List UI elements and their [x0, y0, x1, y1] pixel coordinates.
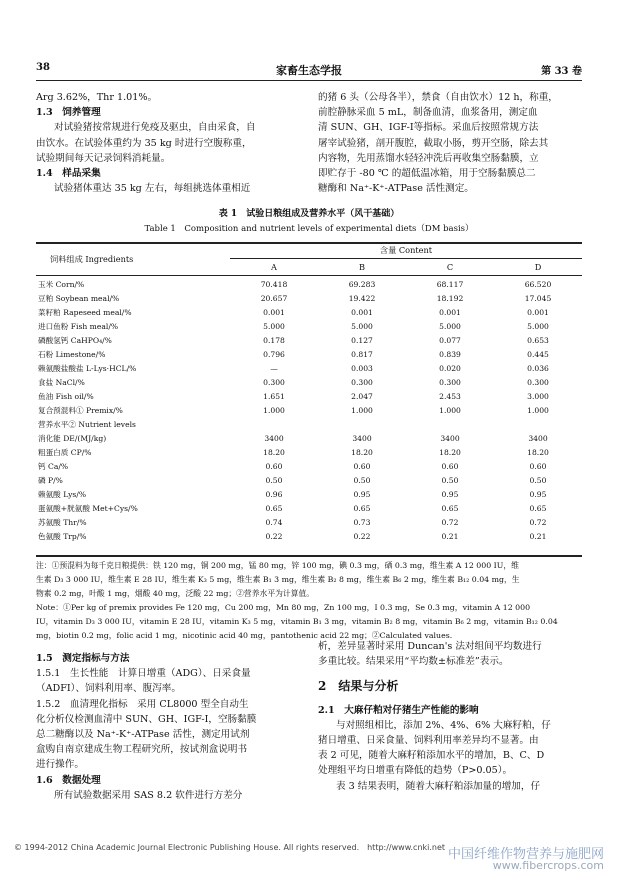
paragraph-line: 化分析仪检测血清中 SUN、GH、IGF-Ⅰ，空肠黏膜 [36, 713, 257, 725]
cell-value: 1.000 [263, 405, 285, 415]
paragraph-line: 析，差异显著时采用 Duncan's 法对组间平均数进行 [318, 641, 542, 652]
amino-acid-line: Arg 3.62%，Thr 1.01%。 [36, 92, 158, 103]
cell-value: 0.796 [263, 349, 285, 359]
cell-value: 0.300 [351, 377, 373, 387]
cell-value: 0.65 [353, 503, 371, 513]
row-label: 鱼油 Fish oil/% [38, 391, 94, 401]
cell-value: 0.60 [353, 461, 371, 471]
cell-value: 0.60 [529, 461, 547, 471]
cell-value: 3400 [264, 433, 284, 443]
table-row [36, 319, 582, 333]
cell-value: 0.50 [529, 475, 547, 485]
cell-value: 0.001 [527, 307, 549, 317]
left-column-bottom [36, 651, 306, 803]
cell-value: 0.003 [351, 363, 373, 373]
table-title-en: Table 1 Composition and nutrient levels of experimental diets（DM basis） [144, 224, 474, 234]
section-heading: 1.4 样品采集 [36, 168, 101, 180]
cell-value: 0.72 [529, 517, 547, 527]
cell-value: 0.95 [529, 489, 547, 499]
cell-value: 5.000 [439, 321, 461, 331]
cell-value: 70.418 [260, 279, 288, 289]
table-row [36, 431, 582, 445]
cell-value: 0.74 [265, 517, 283, 527]
paragraph-line: 与对照组相比，添加 2%、4%、6% 大麻籽粕，仔 [336, 719, 551, 731]
note-line: IU，vitamin D₃ 3 000 IU，vitamin E 28 IU，vitamin K₃ 5 mg，vitamin B₁ 3 mg，vitamin B₂ 8 mg，vitamin B₆ 2 mg，vitamin B₁₂ 0.04 [36, 617, 558, 626]
cell-value: 0.60 [441, 461, 459, 471]
row-label: 菜籽粕 Rapeseed meal/% [38, 307, 132, 317]
cell-value [406, 417, 494, 431]
cell-value: 1.000 [439, 405, 461, 415]
table-row [36, 333, 582, 347]
table-row [36, 375, 582, 389]
table-row [36, 277, 582, 291]
group-header-a: A [271, 262, 277, 272]
cell-value: 5.000 [263, 321, 285, 331]
cell-value: 0.21 [529, 531, 547, 541]
volume-label: 第 33 卷 [541, 66, 582, 77]
paragraph-line: 1.5.1 生长性能 计算日增重（ADG）、日采食量 [36, 668, 251, 680]
cell-value: 17.045 [524, 293, 552, 303]
cell-value: 5.000 [351, 321, 373, 331]
group-header-d: D [534, 262, 542, 272]
cell-value: 0.300 [439, 377, 461, 387]
row-label: 苏氨酸 Thr/% [38, 517, 87, 527]
cell-value: 0.22 [353, 531, 371, 541]
paragraph-line: 总二糖酶以及 Na⁺-K⁺-ATPase 活性，测定用试剂 [36, 729, 250, 741]
diet-composition-table [36, 277, 582, 543]
paragraph-line: 的猪 6 头（公母各半），禁食（自由饮水）12 h，称重， [318, 92, 558, 103]
page-number: 38 [36, 62, 50, 73]
row-label: 复合预混料① Premix/% [38, 405, 123, 415]
paragraph-line: 进行操作。 [36, 759, 84, 771]
row-label: 蛋氨酸+胱氨酸 Met+Cys/% [38, 503, 138, 513]
table-content-header: 含量 Content [379, 245, 433, 255]
cell-value: 0.300 [527, 377, 549, 387]
paragraph-line: 1.5.2 血清理化指标 采用 CL8000 型全自动生 [36, 698, 249, 710]
row-label: 磷酸氢钙 CaHPO₄/% [38, 335, 112, 345]
results-heading: 2 结果与分析 [318, 679, 399, 694]
watermark-url: www.fibercrops.com [492, 859, 604, 872]
cell-value: 0.300 [263, 377, 285, 387]
group-header-c: C [446, 262, 454, 272]
watermark-text: 中国纤维作物营养与施肥网 [447, 847, 604, 862]
note-line: 物素 0.2 mg，叶酸 1 mg，烟酸 40 mg，泛酸 22 mg；②营养水平为计算值。 [36, 589, 315, 598]
cell-value: 0.653 [527, 335, 549, 345]
section-heading: 1.6 数据处理 [36, 774, 101, 786]
table-row [36, 501, 582, 515]
left-column-top [36, 90, 306, 196]
cell-value: 0.65 [265, 503, 283, 513]
cell-value: — [270, 363, 278, 373]
cell-value: 68.117 [436, 279, 464, 289]
right-column-bottom [318, 639, 582, 794]
note-line: mg，biotin 0.2 mg，folic acid 1 mg，nicotinic acid 40 mg，pantothenic acid 22 mg；②Calculated values. [36, 631, 453, 640]
cell-value: 0.72 [441, 517, 459, 527]
paragraph-line: 所有试验数据采用 SAS 8.2 软件进行方差分 [54, 789, 243, 801]
cell-value: 18.192 [436, 293, 464, 303]
cell-value: 0.077 [439, 335, 461, 345]
cell-value: 0.001 [351, 307, 373, 317]
paragraph-line: 对试验猪按常规进行免疫及驱虫，自由采食，自 [54, 122, 256, 134]
table-row [36, 305, 582, 319]
table-row [36, 459, 582, 473]
row-label: 营养水平② Nutrient levels [38, 419, 136, 429]
row-label: 豆粕 Soybean meal/% [38, 293, 120, 303]
cell-value: 0.445 [527, 349, 549, 359]
note-line: 生素 D₃ 3 000 IU，维生素 E 28 IU，维生素 K₃ 5 mg，维生素 B₁ 3 mg，维生素 B₂ 8 mg，维生素 B₆ 2 mg，维生素 B₁₂ 0.04 mg，生 [36, 575, 520, 584]
cell-value: 18.20 [439, 447, 461, 457]
row-label: 食盐 NaCl/% [38, 377, 85, 387]
cell-value: 0.036 [527, 363, 549, 373]
cell-value: 3.000 [527, 391, 549, 401]
table-notes [36, 559, 582, 643]
row-label: 赖氨酸盐酸盐 L-Lys·HCL/% [38, 363, 137, 373]
cell-value: 3400 [440, 433, 460, 443]
cell-value: 0.50 [353, 475, 371, 485]
table-header-rule [36, 275, 582, 276]
cell-value [318, 417, 406, 431]
table-row [36, 445, 582, 459]
table-row [36, 529, 582, 543]
cell-value: 0.95 [441, 489, 459, 499]
journal-title: 家畜生态学报 [276, 64, 342, 77]
cell-value: 0.178 [263, 335, 285, 345]
table-row [36, 473, 582, 487]
cell-value: 0.127 [351, 335, 373, 345]
paragraph-line: 内容物，先用蒸馏水轻轻冲洗后再收集空肠黏膜，立 [318, 152, 539, 164]
cell-value [230, 417, 318, 431]
cell-value: 1.651 [263, 391, 285, 401]
paragraph-line: （ADFI）、饲料利用率、腹泻率。 [36, 683, 181, 695]
group-header-b: B [358, 262, 366, 272]
cell-value: 20.657 [260, 293, 288, 303]
section-heading: 2.1 大麻仔粕对仔猪生产性能的影响 [318, 704, 479, 716]
right-column-top [318, 90, 582, 196]
paragraph-line: 屠宰试验猪，剖开腹腔，截取小肠，剪开空肠，除去其 [318, 137, 549, 149]
table-row [36, 389, 582, 403]
cell-value: 0.020 [439, 363, 461, 373]
cell-value: 0.817 [351, 349, 373, 359]
cell-value: 3400 [352, 433, 372, 443]
header-rule [36, 80, 582, 81]
paragraph-line: 试验猪体重达 35 kg 左右，每组挑选体重相近 [54, 183, 251, 195]
row-label: 玉米 Corn/% [38, 279, 85, 289]
cell-value: 0.65 [441, 503, 459, 513]
table-row [36, 361, 582, 375]
paragraph-line: 由饮水。在试验体重约为 35 kg 时进行空腹称重， [36, 137, 252, 149]
paragraph-line: 猪日增重、日采食量、饲料利用率差异均不显著。由 [318, 735, 539, 747]
cell-value: 18.20 [351, 447, 373, 457]
cell-value: 0.001 [439, 307, 461, 317]
cell-value: 1.000 [527, 405, 549, 415]
table-row [36, 417, 582, 431]
copyright-footer: © 1994-2012 China Academic Journal Electronic Publishing House. All rights reserved. http://www.cnki.net [14, 843, 446, 852]
row-label: 钙 Ca/% [38, 461, 69, 471]
cell-value: 0.22 [265, 531, 283, 541]
cell-value: 66.520 [524, 279, 552, 289]
cell-value: 0.839 [439, 349, 461, 359]
cell-value: 0.95 [353, 489, 371, 499]
row-label: 石粉 Limestone/% [38, 349, 106, 359]
table-col-header: 饲料组成 Ingredients [50, 254, 134, 264]
cell-value: 18.20 [527, 447, 549, 457]
cell-value: 0.60 [265, 461, 283, 471]
cell-value: 1.000 [351, 405, 373, 415]
table-row [36, 347, 582, 361]
paragraph-line: 试验期间每天记录饲料消耗量。 [36, 152, 171, 164]
paragraph-line: 盒购自南京建成生物工程研究所，按试剂盒说明书 [36, 744, 248, 756]
table-content-rule [230, 258, 582, 259]
cell-value: 19.422 [348, 293, 376, 303]
section-heading: 1.3 饲养管理 [36, 107, 101, 119]
row-label: 消化能 DE/(MJ/kg) [38, 433, 107, 443]
paragraph-line: 清 SUN、GH、IGF-Ⅰ等指标。采血后按照常规方法 [318, 122, 539, 134]
cell-value: 0.96 [265, 489, 283, 499]
cell-value: 0.001 [263, 307, 285, 317]
paragraph-line: 多重比较。结果采用“平均数±标准差”表示。 [318, 656, 509, 668]
paragraph-line: 糖酶和 Na⁺-K⁺-ATPase 活性测定。 [318, 183, 474, 195]
paragraph-line: 前腔静脉采血 5 mL，制备血清，血浆备用，测定血 [318, 107, 538, 119]
note-line: 注：①预混料为每千克日粮提供：铁 120 mg，铜 200 mg，锰 80 mg，锌 100 mg，碘 0.3 mg，硒 0.3 mg，维生素 A 12 000 IU，维 [36, 561, 519, 570]
cell-value: 5.000 [527, 321, 549, 331]
row-label: 进口鱼粉 Fish meal/% [38, 321, 119, 331]
cell-value: 3400 [528, 433, 548, 443]
table-row [36, 515, 582, 529]
table-bottom-rule [36, 555, 582, 557]
row-label: 磷 P/% [38, 475, 63, 485]
table-row [36, 403, 582, 417]
cell-value: 0.73 [353, 517, 371, 527]
paragraph-line: 处理组平均日增重有降低的趋势（P>0.05）。 [318, 765, 513, 777]
cell-value: 2.453 [439, 391, 461, 401]
cell-value [494, 417, 582, 431]
note-line: Note：①Per kg of premix provides Fe 120 mg，Cu 200 mg，Mn 80 mg，Zn 100 mg，I 0.3 mg，Se 0.3 mg，vitamin A 12 000 [36, 603, 531, 612]
table-title-cn: 表 1 试验日粮组成及营养水平（风干基础） [218, 209, 400, 219]
row-label: 粗蛋白质 CP/% [38, 447, 92, 457]
cell-value: 0.65 [529, 503, 547, 513]
cell-value: 0.21 [441, 531, 459, 541]
table-row [36, 487, 582, 501]
table-top-rule [36, 242, 582, 244]
table-row [36, 291, 582, 305]
cell-value: 18.20 [263, 447, 285, 457]
paragraph-line: 表 2 可见，随着大麻籽粕添加水平的增加，B、C、D [318, 750, 545, 762]
cell-value: 2.047 [351, 391, 373, 401]
row-label: 赖氨酸 Lys/% [38, 489, 87, 499]
cell-value: 0.50 [265, 475, 283, 485]
paragraph-line: 即贮存于 -80 ℃ 的超低温冰箱，用于空肠黏膜总二 [318, 168, 536, 180]
cell-value: 0.50 [441, 475, 459, 485]
cell-value: 69.283 [348, 279, 376, 289]
row-label: 色氨酸 Trp/% [38, 531, 87, 541]
paragraph-line: 表 3 结果表明，随着大麻籽粕添加量的增加，仔 [336, 780, 541, 792]
section-heading: 1.5 测定指标与方法 [36, 653, 130, 664]
